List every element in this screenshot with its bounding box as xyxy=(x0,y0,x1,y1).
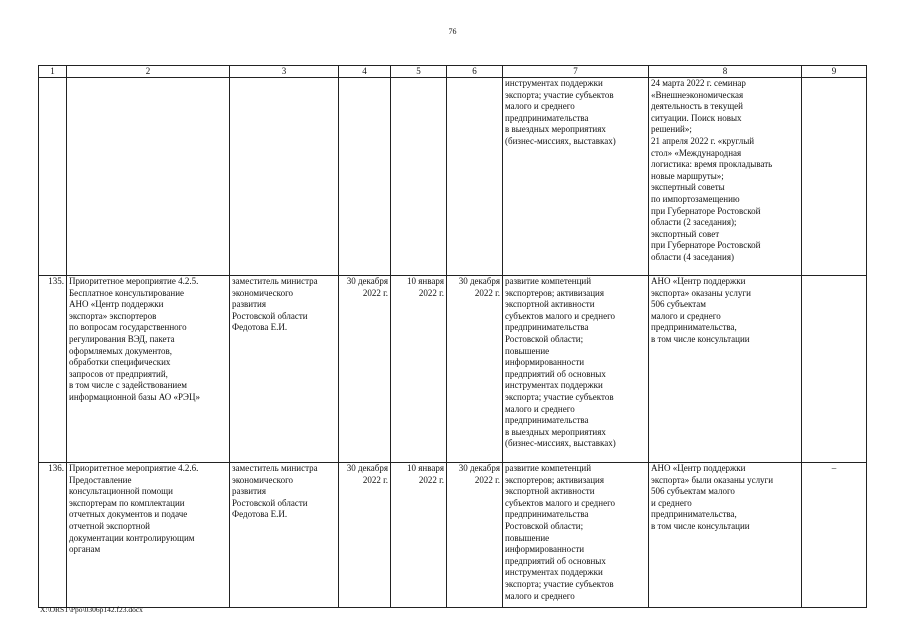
cell-end-date: 30 декабря 2022 г. xyxy=(447,276,503,463)
cell-empty xyxy=(447,78,503,276)
cell-expected-result: развитие компетенций экспортеров; активизация экспортной активности субъектов малого и среднего предпринимательства Ростовской области; повышение информированности предприятий об основных инструментах поддержки экспорта; участие субъектов малого и среднего предпринимательства в выездных мероприятиях (бизнес-миссиях, выставках) xyxy=(503,276,649,463)
column-number: 4 xyxy=(339,66,391,78)
cell-empty xyxy=(339,78,391,276)
cell-responsible: заместитель министра экономического развития Ростовской области Федотова Е.И. xyxy=(230,276,339,463)
column-number: 3 xyxy=(230,66,339,78)
cell-row-number: 135. xyxy=(39,276,67,463)
cell-empty xyxy=(391,78,447,276)
column-number-row xyxy=(39,66,867,78)
column-number: 1 xyxy=(39,66,67,78)
column-number: 7 xyxy=(503,66,649,78)
page-number: 76 xyxy=(448,27,457,36)
file-path: X:\ORST\Ppo\0306p142.f23.docx xyxy=(40,605,143,614)
column-number: 2 xyxy=(67,66,230,78)
cell-responsible: заместитель министра экономического развития Ростовской области Федотова Е.И. xyxy=(230,463,339,608)
column-number: 9 xyxy=(802,66,867,78)
cell-start-date: 10 января 2022 г. xyxy=(391,463,447,608)
column-number: 5 xyxy=(391,66,447,78)
report-table xyxy=(38,65,867,608)
cell-expected-result: инструментах поддержки экспорта; участие субъектов малого и среднего предпринимательства в выездных мероприятиях (бизнес-миссиях, выставках) xyxy=(503,78,649,276)
cell-expected-result: развитие компетенций экспортеров; активизация экспортной активности субъектов малого и среднего предпринимательства Ростовской области; повышение информированности предприятий об основных инструментах поддержки экспорта; участие субъектов малого и среднего xyxy=(503,463,649,608)
cell-actual-result: 24 марта 2022 г. семинар «Внешнеэкономическая деятельность в текущей ситуации. Поиск новых решений»; 21 апреля 2022 г. «круглый стол» «Международная логистика: время прокладывать новые маршруты»; экспертный советы по импортозамещению при Губернаторе Ростовской области (2 заседания); экспортный совет при Губернаторе Ростовской области (4 заседания) xyxy=(649,78,802,276)
cell-event: Приоритетное мероприятие 4.2.6. Предоставление консультационной помощи экспортерам по комплектации отчетных документов и подаче отчетной экспортной документации контролирующим органам xyxy=(67,463,230,608)
cell-planned-date: 30 декабря 2022 г. xyxy=(339,463,391,608)
cell-actual-result: АНО «Центр поддержки экспорта» были оказаны услуги 506 субъектам малого и среднего предпринимательства, в том числе консультации xyxy=(649,463,802,608)
cell-note xyxy=(802,276,867,463)
column-number: 6 xyxy=(447,66,503,78)
cell-empty xyxy=(39,78,67,276)
cell-end-date: 30 декабря 2022 г. xyxy=(447,463,503,608)
cell-empty xyxy=(802,78,867,276)
column-number: 8 xyxy=(649,66,802,78)
cell-actual-result: АНО «Центр поддержки экспорта» оказаны услуги 506 субъектам малого и среднего предпринимательства, в том числе консультации xyxy=(649,276,802,463)
cell-planned-date: 30 декабря 2022 г. xyxy=(339,276,391,463)
cell-note: – xyxy=(802,463,867,608)
cell-empty xyxy=(67,78,230,276)
cell-start-date: 10 января 2022 г. xyxy=(391,276,447,463)
cell-empty xyxy=(230,78,339,276)
cell-event: Приоритетное мероприятие 4.2.5. Бесплатное консультирование АНО «Центр поддержки экспорта» экспортеров по вопросам государственного регулирования ВЭД, пакета оформляемых документов, обработки специфических запросов от предприятий, в том числе с задействованием информационной базы АО «РЭЦ» xyxy=(67,276,230,463)
table-row-continuation xyxy=(39,78,867,276)
cell-row-number: 136. xyxy=(39,463,67,608)
table-row xyxy=(39,463,867,608)
table-row xyxy=(39,276,867,463)
